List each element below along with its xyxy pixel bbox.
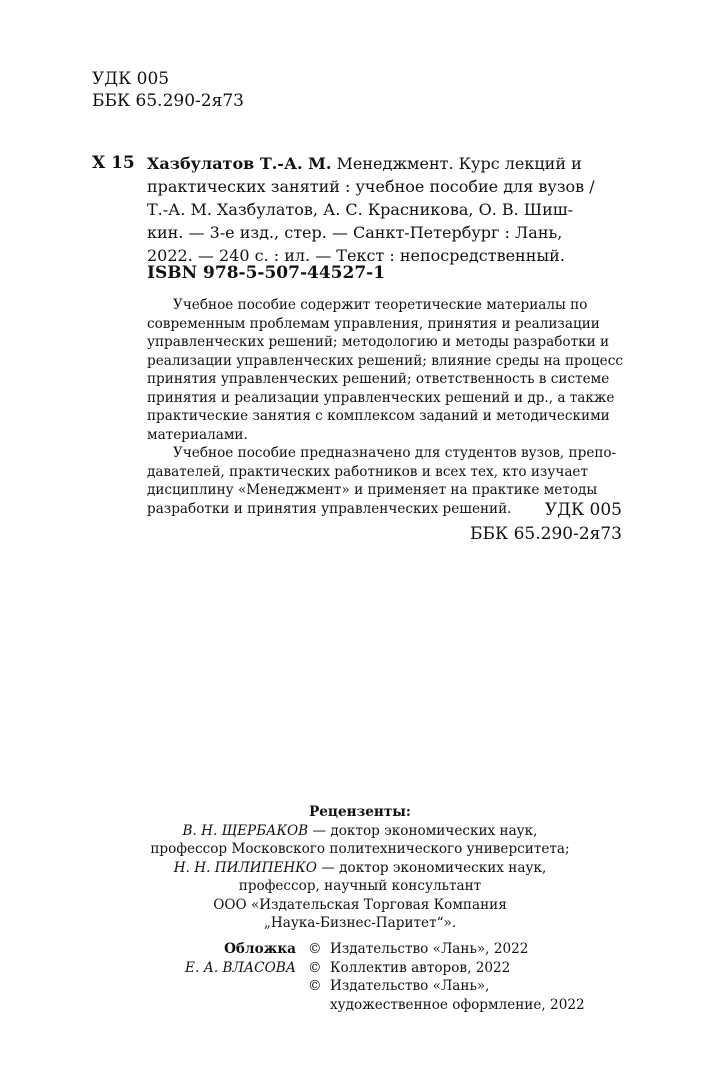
reviewers-heading: Рецензенты: bbox=[309, 804, 411, 820]
copyright-symbol: © bbox=[308, 959, 322, 976]
reviewer-2-affiliation: профессор, научный консультант bbox=[238, 878, 482, 894]
abstract-line: управленческих решений; методологию и методы разработки и bbox=[147, 334, 610, 350]
copyright-text: Коллектив авторов, 2022 bbox=[330, 959, 511, 976]
copyright-text: художественное оформление, 2022 bbox=[330, 996, 585, 1013]
reviewer-1 bbox=[100, 822, 620, 841]
abstract-line: Учебное пособие предназначено для студентов вузов, препо- bbox=[173, 445, 617, 461]
copyright-symbol: © bbox=[308, 941, 322, 957]
reviewer-2-affiliation: „Наука-Бизнес-Паритет“». bbox=[263, 915, 457, 931]
copyright-symbol: © bbox=[308, 978, 322, 994]
bbk-code: ББК 65.290-2я73 bbox=[92, 91, 244, 111]
classification-codes-top bbox=[92, 68, 244, 112]
author-mark: Х 15 bbox=[92, 153, 135, 173]
reviewers-block bbox=[100, 803, 620, 933]
cover-label: Обложка bbox=[224, 941, 296, 957]
copyright-text: Издательство «Лань», 2022 bbox=[330, 941, 529, 957]
bib-line-3: Т.-А. М. Хазбулатов, А. С. Красникова, О. В. Шиш- bbox=[147, 200, 574, 219]
abstract-line: Учебное пособие содержит теоретические материалы по bbox=[173, 297, 588, 313]
reviewer-degree: — доктор экономических наук, bbox=[308, 822, 538, 839]
classification-codes-bottom bbox=[470, 498, 622, 546]
bib-line-4: кин. — 3-е изд., стер. — Санкт-Петербург : Лань, bbox=[147, 223, 563, 242]
isbn: ISBN 978-5-507-44527-1 bbox=[147, 263, 386, 283]
cover-artist: Е. А. ВЛАСОВА bbox=[185, 959, 296, 976]
bib-line-5: 2022. — 240 с. : ил. — Текст : непосредственный. bbox=[147, 246, 565, 265]
copyright-row bbox=[150, 940, 620, 959]
abstract-line: реализации управленческих решений; влияние среды на процесс bbox=[147, 352, 623, 369]
reviewer-2 bbox=[100, 859, 620, 878]
abstract-line: практические занятия с комплексом заданий и методическими bbox=[147, 408, 610, 424]
udk-code: УДК 005 bbox=[92, 69, 170, 89]
bbk-code: ББК 65.290-2я73 bbox=[470, 524, 622, 544]
abstract-line: разработки и принятия управленческих решений. bbox=[147, 500, 512, 517]
copyright-text: Издательство «Лань», bbox=[330, 978, 490, 994]
reviewer-degree: — доктор экономических наук, bbox=[316, 859, 547, 876]
reviewer-1-affiliation: профессор Московского политехнического университета; bbox=[150, 841, 570, 857]
udk-code: УДК 005 bbox=[544, 500, 622, 520]
reviewer-name: В. Н. ЩЕРБАКОВ bbox=[182, 822, 309, 839]
title-start: Менеджмент. Курс лекций и bbox=[331, 154, 582, 173]
copyright-row bbox=[150, 977, 620, 996]
copyright-row bbox=[150, 959, 620, 978]
reviewer-name: Н. Н. ПИЛИПЕНКО bbox=[173, 859, 317, 876]
copyright-block bbox=[150, 940, 620, 1014]
bib-line-1 bbox=[147, 152, 615, 175]
bib-line-2: практических занятий : учебное пособие для вузов / bbox=[147, 177, 595, 196]
abstract-line: современным проблемам управления, принятия и реализации bbox=[147, 315, 600, 332]
abstract-line: дисциплину «Менеджмент» и применяет на практике методы bbox=[147, 482, 598, 498]
abstract-line: давателей, практических работников и всех тех, кто изучает bbox=[147, 463, 588, 480]
abstract-line: принятия и реализации управленческих решений и др., а также bbox=[147, 389, 615, 406]
bibliographic-description bbox=[147, 152, 615, 267]
author-name: Хазбулатов Т.-А. М. bbox=[147, 154, 332, 173]
abstract-line: материалами. bbox=[147, 426, 248, 443]
abstract bbox=[147, 296, 625, 518]
copyright-row bbox=[150, 996, 620, 1015]
abstract-line: принятия управленческих решений; ответственность в системе bbox=[147, 371, 610, 387]
reviewer-2-affiliation: ООО «Издательская Торговая Компания bbox=[213, 896, 507, 913]
